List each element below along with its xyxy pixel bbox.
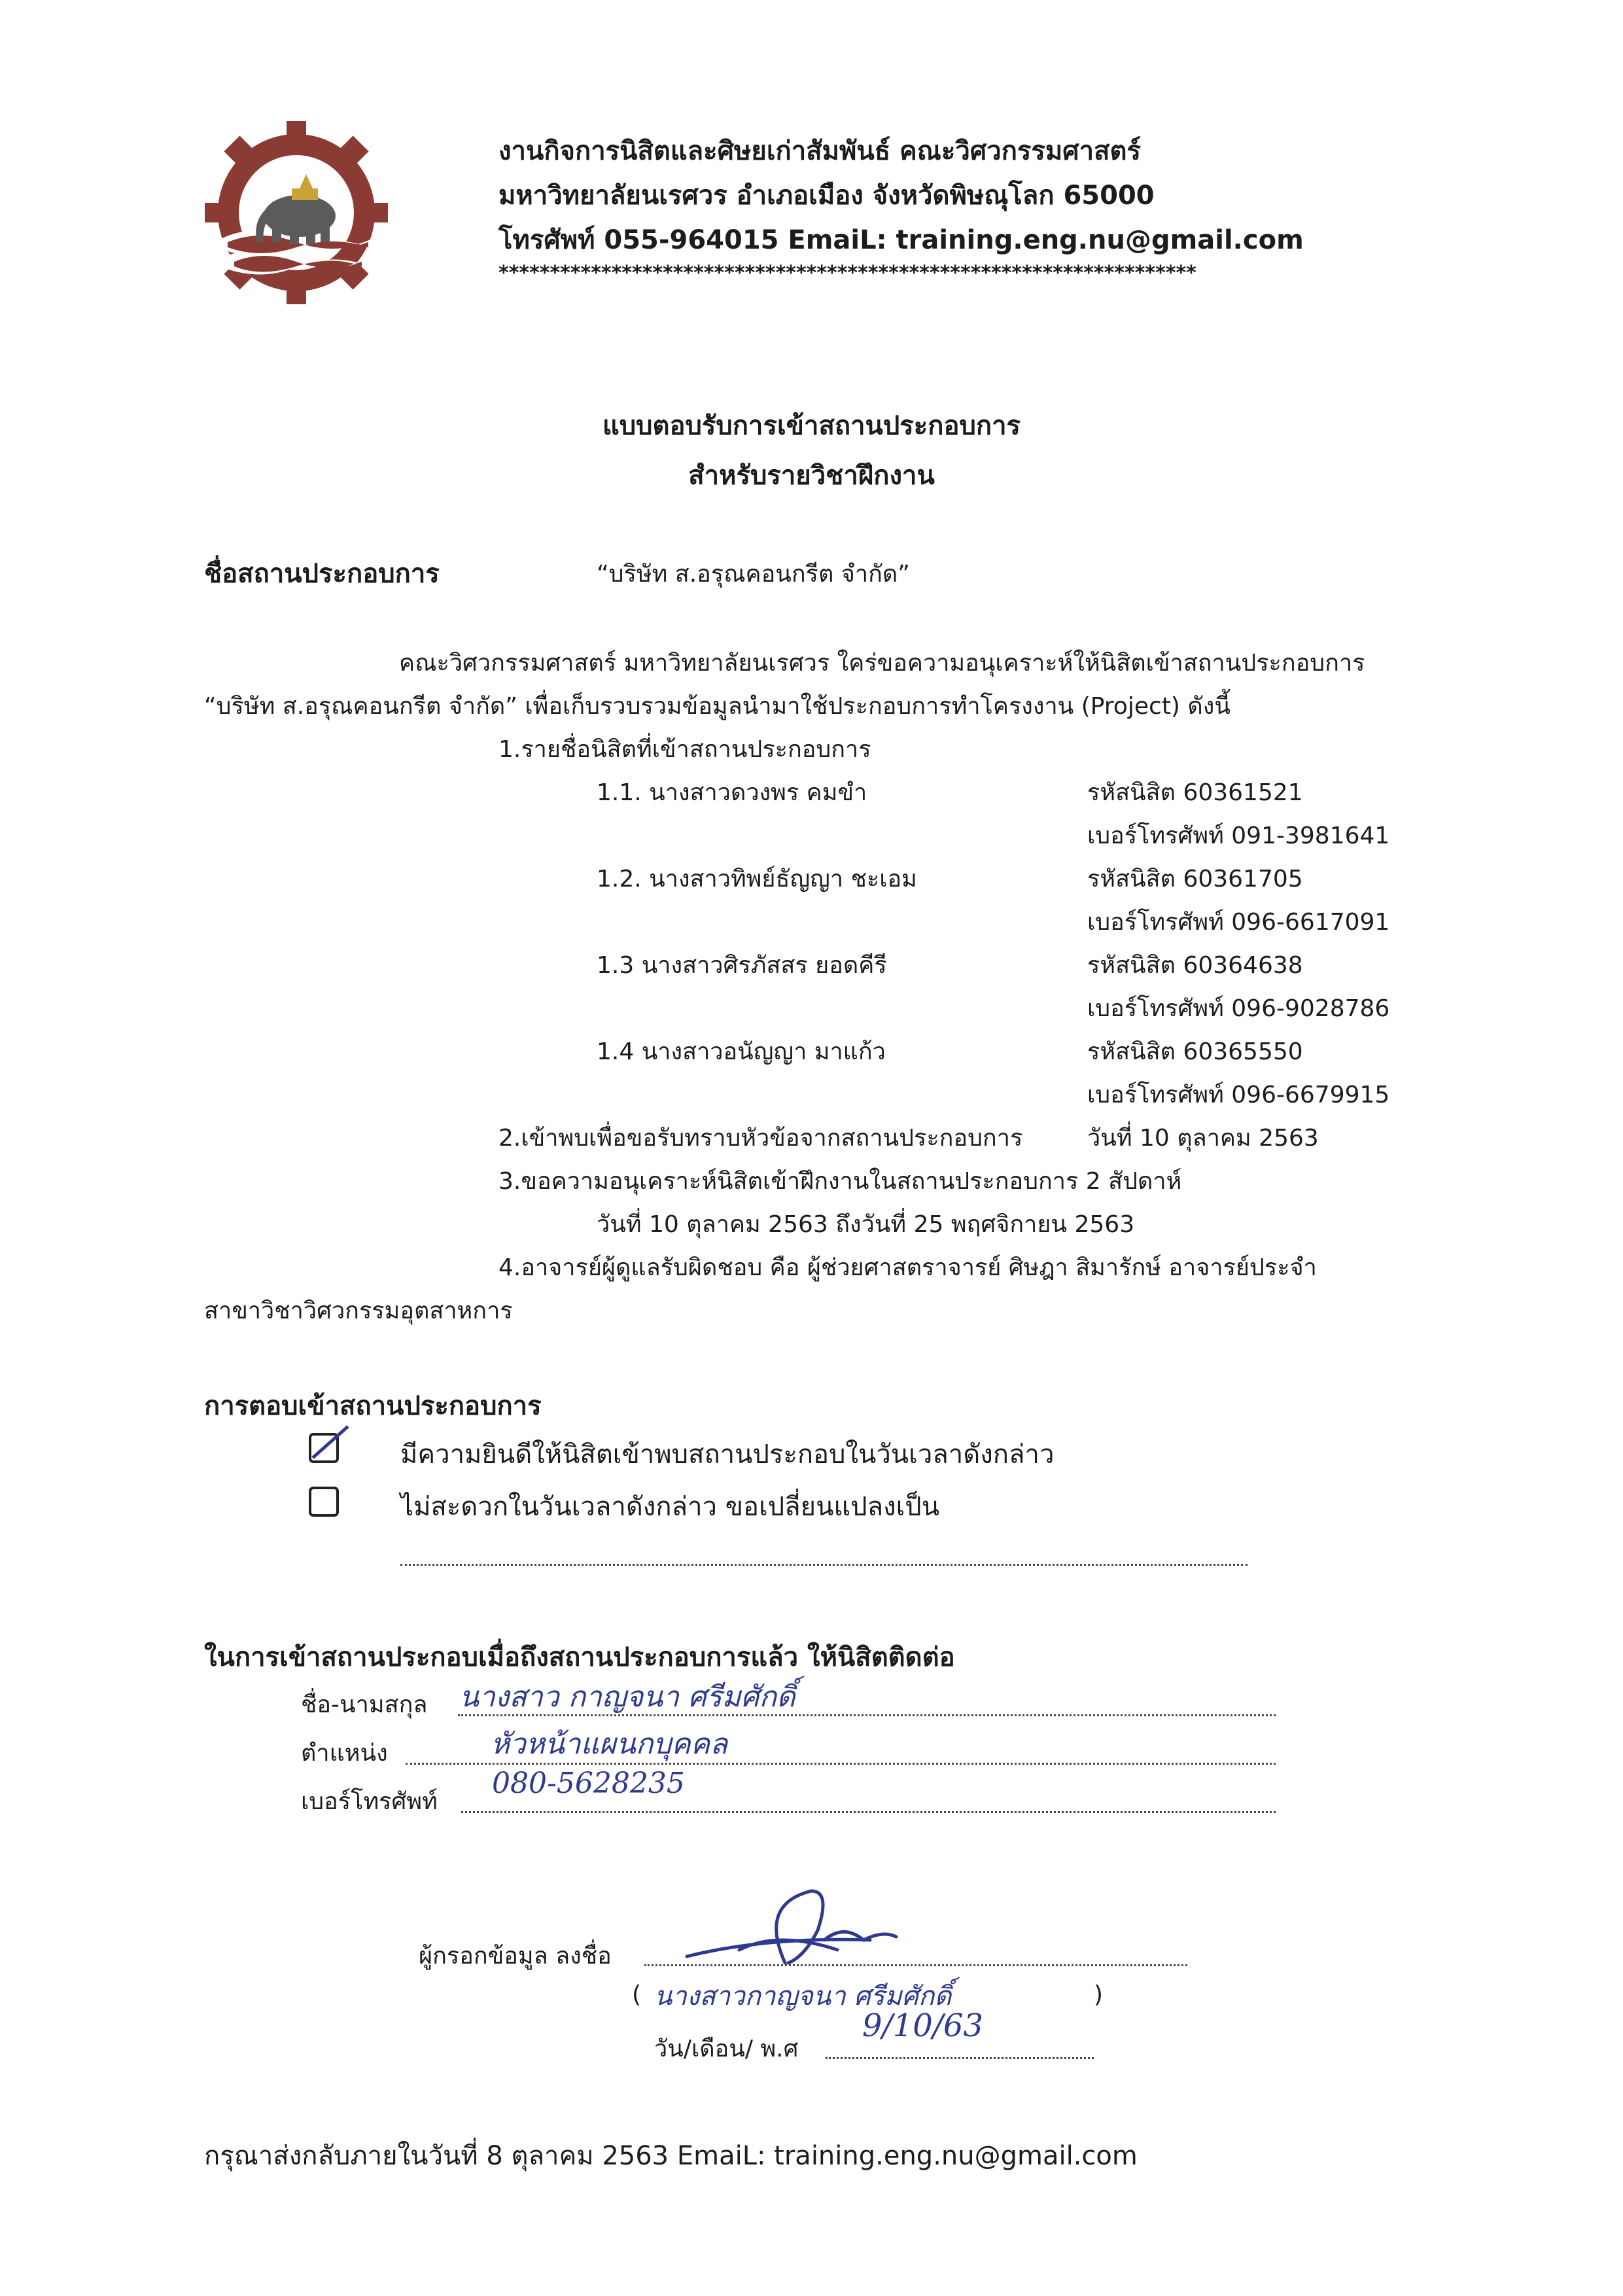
item-4-line-2: สาขาวิชาวิศวกรรมอุตสาหการ — [204, 1298, 513, 1324]
item-2-text: 2.เข้าพบเพื่อขอรับทราบหัวข้อจากสถานประกอบการ — [498, 1125, 1023, 1152]
student-phone: เบอร์โทรศัพท์ 096-9028786 — [1087, 995, 1390, 1022]
contact-position-value[interactable]: หัวหน้าแผนกบุคคล — [491, 1727, 728, 1761]
intro-line-2: “บริษัท ส.อรุณคอนกรีต จำกัด” เพื่อเก็บรวบรวมข้อมูลนำมาใช้ประกอบการทำโครงงาน (Project) ดังนี้ — [204, 693, 1230, 720]
title-line-1: แบบตอบรับการเข้าสถานประกอบการ — [602, 411, 1021, 441]
item-4-line-1: 4.อาจารย์ผู้ดูแลรับผิดชอบ คือ ผู้ช่วยศาสตราจารย์ ศิษฎา สิมารักษ์ อาจารย์ประจำ — [498, 1254, 1317, 1281]
student-name: 1.3 นางสาวศิรภัสสร ยอดคีรี — [597, 952, 887, 979]
student-name: 1.1. นางสาวดวงพร คมขำ — [597, 779, 867, 806]
option-2-label: ไม่สะดวกในวันเวลาดังกล่าว ขอเปลี่ยนแปลงเป็น — [400, 1492, 940, 1522]
footer-text: กรุณาส่งกลับภายในวันที่ 8 ตุลาคม 2563 EmaiL: training.eng.nu@gmail.com — [204, 2141, 1138, 2171]
student-id: รหัสนิสิต 60361705 — [1087, 866, 1303, 892]
header-line-2: มหาวิทยาลัยนเรศวร อำเภอเมือง จังหวัดพิษณุโลก 65000 — [498, 181, 1155, 211]
option-2-fill-line[interactable] — [400, 1564, 1248, 1566]
gear-elephant-logo-icon — [201, 118, 391, 308]
signature-label: ผู้กรอกข้อมูล ลงชื่อ — [419, 1943, 612, 1969]
signature-date-label: วัน/เดือน/ พ.ศ — [654, 2036, 799, 2062]
contact-name-label: ชื่อ-นามสกุล — [301, 1691, 428, 1718]
signature-date-line — [826, 2057, 1094, 2059]
student-name: 1.2. นางสาวทิพย์ธัญญา ชะเอม — [597, 866, 917, 892]
header-stars: ******************************************************************** — [498, 262, 1196, 285]
header-line-3: โทรศัพท์ 055-964015 EmaiL: training.eng.nu@gmail.com — [498, 225, 1304, 255]
intro-line-1: คณะวิศวกรรมศาสตร์ มหาวิทยาลัยนเรศวร ใคร่ขอความอนุเคราะห์ให้นิสิตเข้าสถานประกอบการ — [399, 650, 1365, 677]
company-label: ชื่อสถานประกอบการ — [204, 559, 440, 589]
contact-name-value[interactable]: นางสาว กาญจนา ศรีมศักดิ์ — [459, 1680, 795, 1714]
student-phone: เบอร์โทรศัพท์ 091-3981641 — [1087, 822, 1390, 849]
signature-name-close: ) — [1094, 1981, 1104, 2008]
signature-date-value[interactable]: 9/10/63 — [862, 2007, 984, 2044]
student-id: รหัสนิสิต 60365550 — [1087, 1038, 1303, 1065]
faculty-logo — [201, 118, 391, 308]
signature-mark[interactable] — [674, 1878, 935, 1976]
contact-heading: ในการเข้าสถานประกอบเมื่อถึงสถานประกอบการแล้ว ให้นิสิตติดต่อ — [204, 1642, 955, 1672]
item-2-date: วันที่ 10 ตุลาคม 2563 — [1087, 1125, 1319, 1152]
students-heading: 1.รายชื่อนิสิตที่เข้าสถานประกอบการ — [498, 736, 871, 763]
student-id: รหัสนิสิต 60361521 — [1087, 779, 1303, 806]
signature-name-open: ( — [632, 1981, 642, 2008]
handwritten-signature-icon — [674, 1878, 935, 1976]
option-1-label: มีความยินดีให้นิสิตเข้าพบสถานประกอบในวันเวลาดังกล่าว — [400, 1439, 1055, 1470]
header-line-1: งานกิจการนิสิตและศิษยเก่าสัมพันธ์ คณะวิศวกรรมศาสตร์ — [498, 136, 1141, 166]
check-mark-icon — [307, 1424, 353, 1463]
signature-name-value[interactable]: นางสาวกาญจนา ศรีมศักดิ์ — [654, 1981, 952, 2011]
contact-phone-label: เบอร์โทรศัพท์ — [301, 1788, 438, 1815]
option-2-checkbox[interactable] — [309, 1487, 339, 1517]
student-id: รหัสนิสิต 60364638 — [1087, 952, 1303, 979]
student-phone: เบอร์โทรศัพท์ 096-6617091 — [1087, 909, 1390, 936]
contact-phone-value[interactable]: 080-5628235 — [492, 1767, 685, 1800]
contact-position-label: ตำแหน่ง — [301, 1740, 388, 1767]
item-3-line-2: วันที่ 10 ตุลาคม 2563 ถึงวันที่ 25 พฤศจิกายน 2563 — [597, 1211, 1135, 1238]
student-phone: เบอร์โทรศัพท์ 096-6679915 — [1087, 1082, 1390, 1108]
student-name: 1.4 นางสาวอนัญญา มาแก้ว — [597, 1038, 886, 1065]
title-line-2: สำหรับรายวิชาฝึกงาน — [688, 461, 935, 491]
response-heading: การตอบเข้าสถานประกอบการ — [204, 1391, 542, 1421]
option-1-checkbox[interactable] — [309, 1433, 339, 1463]
company-value: “บริษัท ส.อรุณคอนกรีต จำกัด” — [597, 561, 910, 588]
contact-phone-line — [461, 1811, 1276, 1813]
item-3-line-1: 3.ขอความอนุเคราะห์นิสิตเข้าฝึกงานในสถานประกอบการ 2 สัปดาห์ — [498, 1168, 1182, 1195]
